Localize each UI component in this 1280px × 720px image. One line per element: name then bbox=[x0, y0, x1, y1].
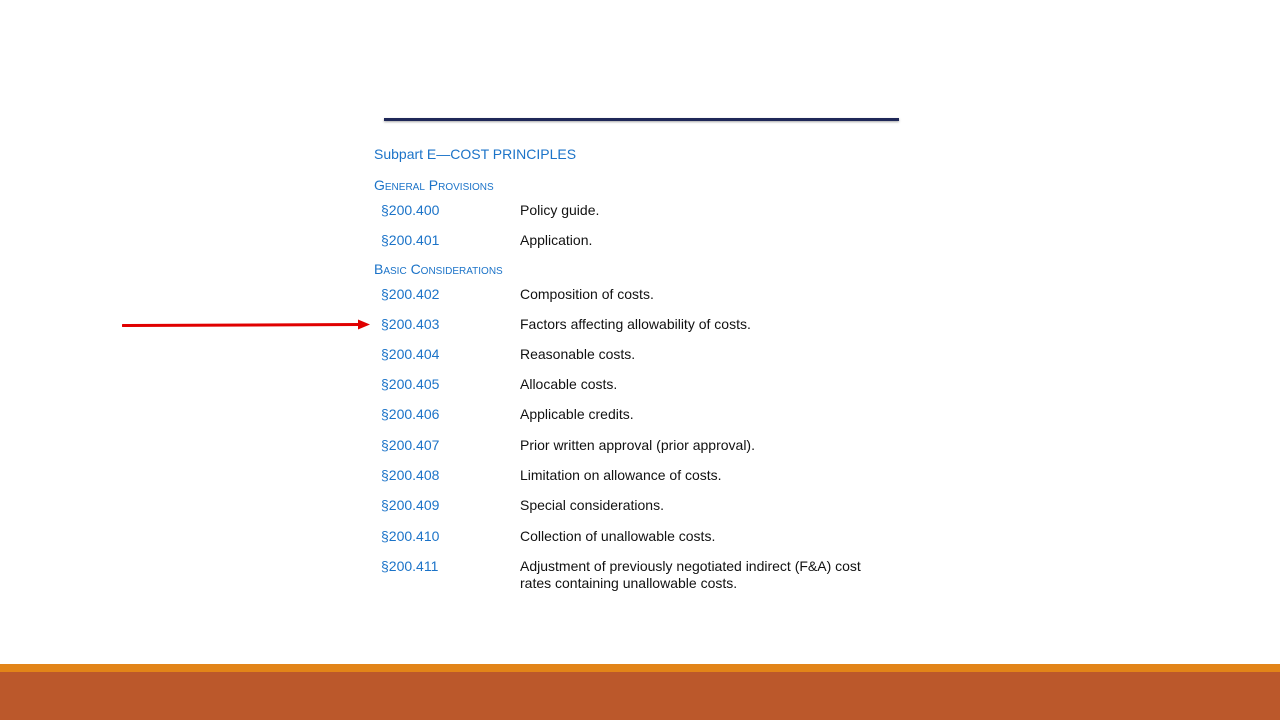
section-link[interactable]: §200.406 bbox=[381, 406, 440, 422]
subpart-title: Subpart E—COST PRINCIPLES bbox=[374, 146, 577, 162]
section-description: Limitation on allowance of costs. bbox=[520, 467, 722, 483]
section-link[interactable]: §200.403 bbox=[381, 316, 440, 332]
red-arrow-icon bbox=[122, 317, 372, 333]
section-link[interactable]: §200.409 bbox=[381, 497, 440, 513]
section-link[interactable]: §200.411 bbox=[381, 558, 439, 574]
section-description: Allocable costs. bbox=[520, 376, 618, 392]
section-description: Applicable credits. bbox=[520, 406, 634, 422]
section-description: Prior written approval (prior approval). bbox=[520, 437, 755, 453]
section-description: Adjustment of previously negotiated indirect (F&A) cost rates containing unallowable costs. bbox=[520, 558, 861, 591]
top-divider bbox=[384, 118, 899, 121]
basic-considerations-heading: Basic Considerations bbox=[374, 261, 503, 277]
section-description: Reasonable costs. bbox=[520, 346, 636, 362]
section-description: Factors affecting allowability of costs. bbox=[520, 316, 751, 332]
section-description: Application. bbox=[520, 232, 593, 248]
section-link[interactable]: §200.408 bbox=[381, 467, 440, 483]
section-description: Policy guide. bbox=[520, 202, 600, 218]
section-link[interactable]: §200.401 bbox=[381, 232, 440, 248]
footer-accent-stripe bbox=[0, 664, 1280, 672]
section-link[interactable]: §200.400 bbox=[381, 202, 440, 218]
footer-bar bbox=[0, 672, 1280, 720]
general-provisions-heading: General Provisions bbox=[374, 177, 494, 193]
section-link[interactable]: §200.404 bbox=[381, 346, 440, 362]
section-description: Special considerations. bbox=[520, 497, 664, 513]
section-link[interactable]: §200.405 bbox=[381, 376, 440, 392]
section-link[interactable]: §200.402 bbox=[381, 286, 440, 302]
section-description: Composition of costs. bbox=[520, 286, 654, 302]
section-description: Collection of unallowable costs. bbox=[520, 528, 716, 544]
section-link[interactable]: §200.410 bbox=[381, 528, 440, 544]
section-link[interactable]: §200.407 bbox=[381, 437, 440, 453]
